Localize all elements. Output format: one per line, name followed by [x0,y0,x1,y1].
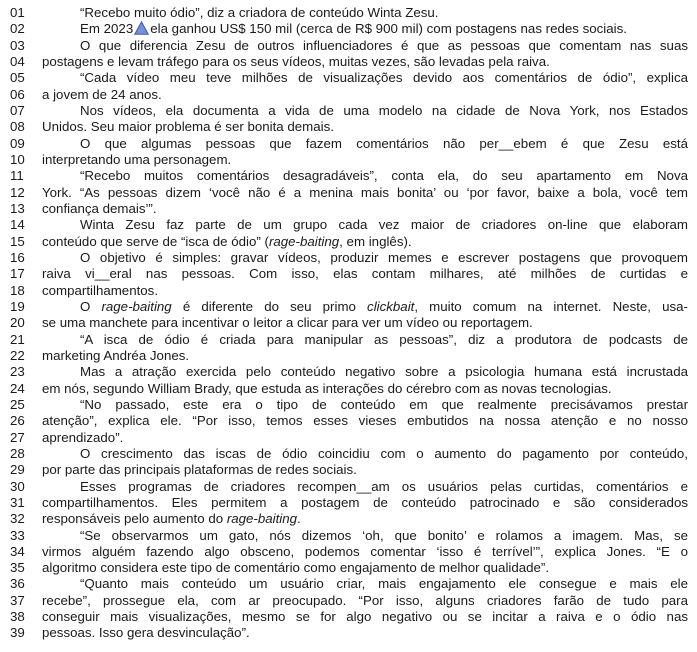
line-text: interpretando uma personagem. [42,151,232,167]
line-text: O que algumas pessoas que fazem comentários não per__ebem é que Zesu está [80,135,688,151]
line-number: 23 [10,364,25,380]
line-number: 29 [10,462,25,478]
line-number: 01 [10,5,25,20]
line-text: se uma manchete para incentivar o leitor a clicar para ver um vídeo ou reportagem. [42,315,533,331]
text-line [10,397,688,413]
line-text: conseguir mais visualizações, mesmo se for algo negativo ou se incitar a raiva e o ódio nas [42,609,688,625]
text-line [10,266,688,282]
line-text: Nos vídeos, ela documenta a vida de uma modelo na cidade de Nova York, nos Estados [80,102,688,118]
line-text: compartilhamentos. [42,282,159,298]
text-line [10,381,688,397]
text-line [10,136,688,152]
line-text: Mas a atração exercida pelo conteúdo negativo sobre a psicologia humana está incrustada [80,364,688,380]
text-line [10,609,688,625]
line-text: “Se observarmos um gato, nós dizemos ‘oh, que bonito’ e rolamos a imagem. Mas, se [80,527,688,543]
text-line [10,87,688,103]
text-line [10,348,688,364]
line-number: 36 [10,576,25,592]
text-line [10,5,688,21]
text-line [10,576,688,592]
line-text: responsáveis pelo aumento do rage-baiting. [42,511,301,527]
line-number: 17 [10,266,25,282]
text-line [10,560,688,576]
line-text: “Recebo muitos comentários desagradáveis”, conta ela, do seu apartamento em Nova [80,168,688,184]
line-text: Em 2023 ela ganhou US$ 150 mil (cerca de R$ 900 mil) com postagens nas redes sociais. [80,21,627,37]
line-text: O rage-baiting é diferente do seu primo clickbait, muito comum na internet. Neste, usa- [80,298,688,314]
line-number: 08 [10,119,25,135]
line-number: 37 [10,592,25,608]
text-line [10,185,688,201]
line-number: 19 [10,298,25,314]
text-line [10,446,688,462]
text-line [10,103,688,119]
line-text: aprendizado”. [42,429,124,445]
line-number: 33 [10,527,25,543]
line-number: 26 [10,413,25,429]
line-text: “Recebo muito ódio”, diz a criadora de conteúdo Winta Zesu. [80,5,439,20]
text-line [10,250,688,266]
text-line [10,413,688,429]
line-text: “Quanto mais conteúdo um usuário criar, mais engajamento ele consegue e mais ele [80,576,688,592]
line-number: 09 [10,135,25,151]
line-text: O crescimento das iscas de ódio coincidiu com o aumento do pagamento por conteúdo, [80,445,688,461]
line-text: algoritmo considera este tipo de comentário como engajamento de melhor qualidade”. [42,560,550,576]
line-text: em nós, segundo William Brady, que estuda as interações do cérebro com as novas tecnologias. [42,380,612,396]
line-number: 06 [10,86,25,102]
text-line [10,625,688,641]
text-line [10,201,688,217]
text-line [10,462,688,478]
line-text: O objetivo é simples: gravar vídeos, produzir memes e escrever postagens que provoquem [80,249,688,265]
line-number: 39 [10,625,25,641]
line-number: 15 [10,233,25,249]
text-line [10,70,688,86]
line-number: 14 [10,217,25,233]
text-line [10,511,688,527]
text-line [10,364,688,380]
line-text: “Cada vídeo meu teve milhões de visualizações devido aos comentários de ódio”, explica [80,70,688,86]
line-number: 13 [10,200,25,216]
text-line [10,217,688,233]
line-text: a jovem de 24 anos. [42,86,162,102]
line-number: 12 [10,184,25,200]
text-line [10,54,688,70]
line-number: 16 [10,249,25,265]
text-line [10,315,688,331]
line-text: Unidos. Seu maior problema é ser bonita demais. [42,119,334,135]
text-line [10,119,688,135]
line-text: atenção”, explica ele. “Por isso, temos esses vieses embutidos na nossa atenção e no nosso [42,413,688,429]
text-line [10,332,688,348]
line-text: raiva vi__eral nas pessoas. Com isso, elas contam milhares, até milhões de curtidas e [42,266,688,282]
line-number: 30 [10,478,25,494]
line-number: 04 [10,53,25,69]
line-text: York. “As pessoas dizem ‘você não é a menina mais bonita’ ou ‘por favor, baixe a bola, você tem [42,184,688,200]
line-text: conteúdo que serve de “isca de ódio” (rage-baiting, em inglês). [42,233,412,249]
line-number: 21 [10,331,25,347]
line-text: compartilhamentos. Eles permitem a postagem de conteúdo patrocinado e são considerados [42,494,688,510]
text-line [10,528,688,544]
line-text: O que diferencia Zesu de outros influenciadores é que as pessoas que comentam nas suas [80,37,688,53]
line-text: postagens e levam tráfego para os seus vídeos, muitas vezes, são levadas pela raiva. [42,53,550,69]
text-line [10,495,688,511]
line-text: pessoas. Isso gera desvinculação”. [42,625,250,641]
line-number: 03 [10,37,25,53]
text-line [10,479,688,495]
text-line [10,38,688,54]
line-text: “A isca de ódio é criada para manipular as pessoas”, diz a produtora de podcasts de [80,331,688,347]
line-number: 34 [10,543,25,559]
line-number: 24 [10,380,25,396]
insertion-caret-icon [134,21,149,35]
line-number: 11 [10,168,24,184]
line-number: 22 [10,347,25,363]
line-number: 10 [10,151,25,167]
line-text: virmos alguém fazendo algo obsceno, podemos comentar ‘isso é terrível’”, explica Jones. “E o [42,543,688,559]
text-line [10,283,688,299]
text-line [10,168,688,184]
line-number: 25 [10,396,25,412]
line-number: 07 [10,102,25,118]
line-number: 20 [10,315,25,331]
line-text: recebe”, prossegue ela, com ar preocupado. “Por isso, alguns criadores farão de tudo para [42,592,688,608]
line-text: Esses programas de criadores recompen__am os usuários pelas curtidas, comentários e [80,478,688,494]
line-number: 18 [10,282,25,298]
line-number: 32 [10,511,25,527]
text-line [10,593,688,609]
text-line [10,544,688,560]
line-number: 31 [10,494,25,510]
line-text: Winta Zesu faz parte de um grupo cada vez maior de criadores on-line que elaboram [80,217,688,233]
line-number: 35 [10,560,25,576]
text-line [10,152,688,168]
text-line [10,21,688,37]
line-number: 05 [10,70,25,86]
text-line [10,299,688,315]
line-text: marketing Andréa Jones. [42,347,190,363]
line-text: por parte das principais plataformas de redes sociais. [42,462,357,478]
line-number: 02 [10,21,25,37]
line-text: confiança demais’”. [42,200,157,216]
text-line [10,234,688,250]
line-text: “No passado, este era o tipo de conteúdo em que realmente precisávamos prestar [80,396,688,412]
line-number: 38 [10,609,25,625]
line-number: 27 [10,429,25,445]
text-line [10,430,688,446]
line-number: 28 [10,445,25,461]
